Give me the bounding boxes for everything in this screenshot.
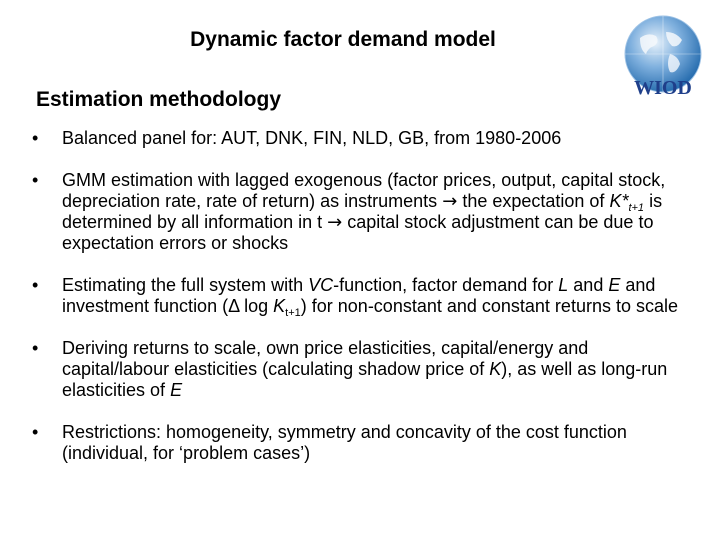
right-arrow-icon: → [327, 212, 343, 233]
variable-vc: VC [308, 275, 334, 295]
bullet-list [30, 128, 690, 485]
globe-icon [620, 14, 706, 100]
right-arrow-icon: → [442, 191, 458, 212]
bullet-gmm-estimation [30, 170, 690, 254]
variable-k-star: K* [609, 191, 629, 211]
subscript-t-plus-1: t+1 [285, 307, 301, 319]
bullet-text: -function, factor demand for [333, 275, 554, 295]
bullet-marker: • [32, 275, 39, 295]
variable-k: K [273, 296, 286, 316]
bullet-text: capital stock adjustment can be due to expectation errors or shocks [62, 212, 654, 253]
bullet-balanced-panel [30, 128, 690, 149]
bullet-text: ) for non-constant and constant returns to scale [300, 296, 678, 316]
bullet-text: GMM estimation with lagged exogenous (factor prices, output, capital stock, depreciation rate, rate of return) as instruments [62, 170, 666, 211]
bullet-text: Estimating the full system with [62, 275, 304, 295]
bullet-restrictions [30, 422, 690, 464]
bullet-deriving-elasticities [30, 338, 690, 401]
variable-e: E [170, 380, 183, 400]
subscript-t-plus-1: t+1 [628, 202, 645, 214]
bullet-text: Balanced panel for: AUT, DNK, FIN, NLD, GB, from 1980-2006 [62, 128, 562, 148]
bullet-text: ), as well as long-run elasticities of [62, 359, 668, 400]
bullet-text: and [573, 275, 604, 295]
bullet-marker: • [32, 338, 39, 358]
variable-e: E [608, 275, 621, 295]
bullet-text: Restrictions: homogeneity, symmetry and concavity of the cost function (individual, for ‘problem cases’) [62, 422, 627, 463]
logo-text: WIOD [634, 77, 692, 99]
bullet-text: is determined by all information in t [62, 191, 663, 232]
variable-k: K [489, 359, 502, 379]
bullet-marker: • [32, 170, 39, 190]
slide-title: Dynamic factor demand model [190, 28, 496, 51]
slide-subtitle: Estimation methodology [36, 88, 282, 111]
bullet-marker: • [32, 422, 39, 442]
bullet-text: the expectation of [462, 191, 605, 211]
bullet-text: Deriving returns to scale, own price elasticities, capital/energy and capital/labour elasticities (calculating shadow price of [62, 338, 589, 379]
variable-l: L [558, 275, 569, 295]
bullet-full-system [30, 275, 690, 317]
bullet-marker: • [32, 128, 39, 148]
bullet-text: and investment function (Δ log [62, 275, 656, 316]
wiod-logo [620, 14, 706, 100]
